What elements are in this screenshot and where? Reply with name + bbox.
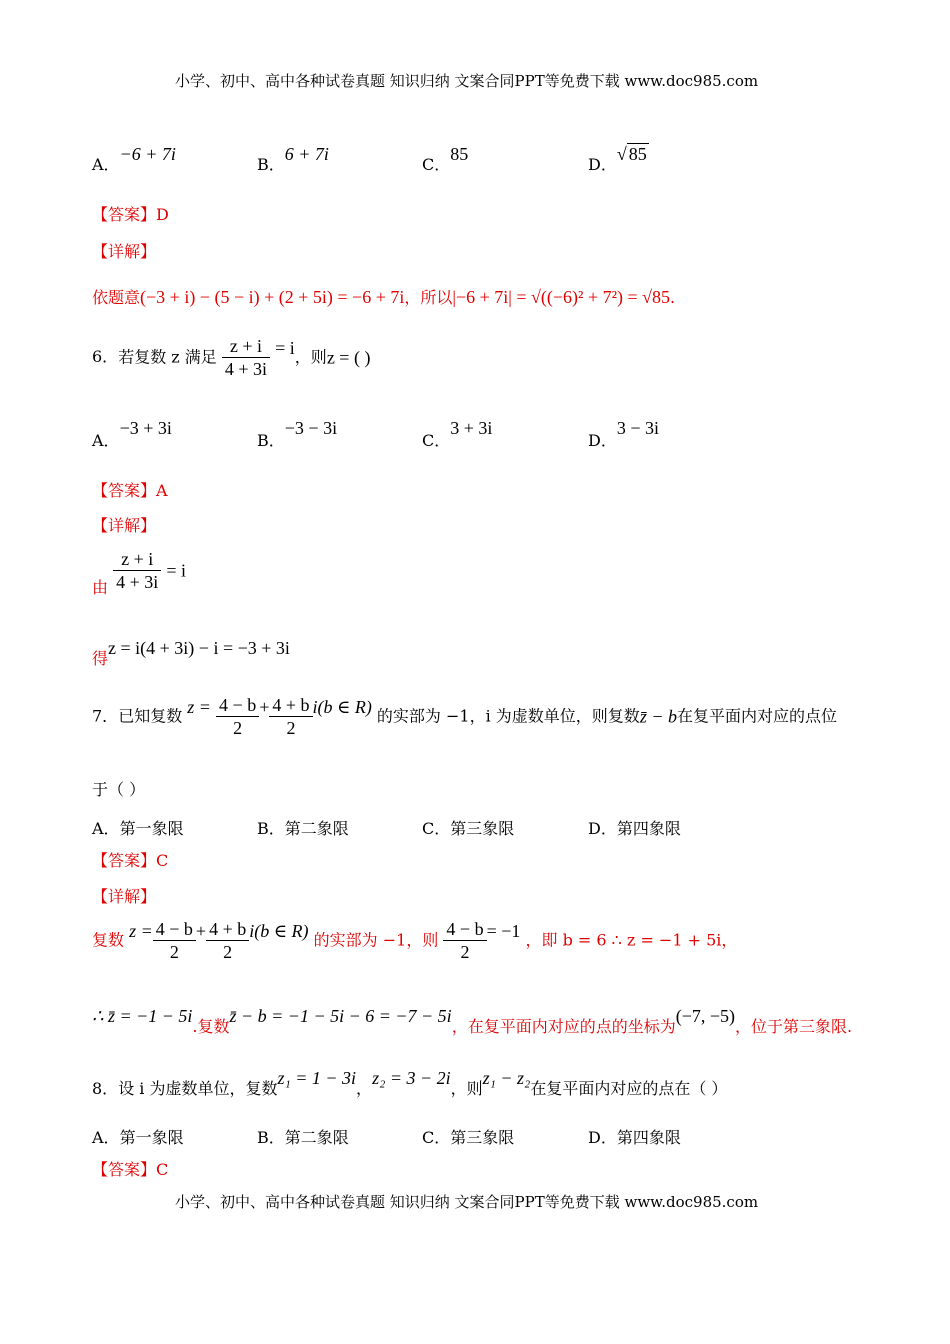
q6-answer: 【答案】A (92, 481, 168, 500)
q5-option-b: B．6 + 7i (257, 144, 329, 174)
q7-answer: 【答案】C (92, 851, 169, 870)
q6-detail-step2: 得z = i(4 + 3i) − i = −3 + 3i (92, 638, 290, 668)
q5-option-c: C．85 (422, 144, 469, 174)
q7-stem-line2: 于（ ） (92, 780, 146, 799)
q8-option-d: D．第四象限 (588, 1128, 681, 1147)
q8-option-a: A．第一象限 (92, 1128, 184, 1147)
q6-detail-tag: 【详解】 (92, 516, 157, 535)
q6-option-c: C．3 + 3i (422, 418, 493, 450)
q8-option-c: C．第三象限 (422, 1128, 515, 1147)
q7-option-c: C．第三象限 (422, 819, 515, 838)
q6-option-a: A．−3 + 3i (92, 418, 172, 450)
q5-detail-abs: |−6 + 7i| = √((−6)² + 7²) = √85 (452, 287, 671, 307)
q7-option-a: A．第一象限 (92, 819, 184, 838)
q7-detail-tag: 【详解】 (92, 887, 157, 906)
q5-option-a: A．−6 + 7i (92, 144, 176, 174)
q7-detail-line1: 复数 z = $\frac{4 - b}{2}$ + $\frac{4 + b}{2}$ i(b ∈ R) 的实部为 −1，则 $\frac{4 - b}{2}$ = −1 ，即 b = 6 ∴ z = −1 + 5i， (92, 919, 738, 962)
page-header: 小学、初中、高中各种试卷真题 知识归纳 文案合同PPT等免费下载 www.doc985.com (175, 72, 759, 90)
q6-option-b: B．−3 − 3i (257, 418, 338, 450)
q7-option-b: B．第二象限 (257, 819, 349, 838)
q6-option-d: D．3 − 3i (588, 418, 659, 450)
q6-stem: 6．若复数 z 满足 $\frac{z + i}{4 + 3i}$ = i，则z = ( ) (92, 336, 371, 379)
q7-detail-line2: ∴ z̄ = −1 − 5i.复数z̄ − b = −1 − 5i − 6 = −7 − 5i，在复平面内对应的点的坐标为(−7, −5)，位于第三象限. (92, 1006, 853, 1036)
q6-detail-step1: 由 $\frac{z + i}{4 + 3i}$ = i (92, 549, 187, 597)
q5-option-d: D．√ 85 (588, 144, 647, 174)
q5-answer: 【答案】D (92, 205, 169, 224)
q6-fraction: $\frac{z + i}{4 + 3i}$ (222, 335, 270, 380)
page-footer: 小学、初中、高中各种试卷真题 知识归纳 文案合同PPT等免费下载 www.doc985.com (175, 1193, 759, 1211)
q5-detail-expr: (−3 + i) − (5 − i) + (2 + 5i) = −6 + 7i (140, 287, 405, 307)
q8-stem: 8．设 i 为虚数单位，复数z₁ = 1 − 3i，z₂ = 3 − 2i，则z₁ − z₂在复平面内对应的点在（ ） (92, 1068, 728, 1098)
q6-detail-fraction: $\frac{z + i}{4 + 3i}$ (113, 548, 161, 593)
q7-stem: 7．已知复数 z = $\frac{4 - b}{2}$ + $\frac{4 + b}{2}$ i(b ∈ R) 的实部为 −1，i 为虚数单位，则复数z̄ − b在复平面内对应的点位 (92, 695, 837, 738)
q8-answer: 【答案】C (92, 1160, 169, 1179)
q8-option-b: B．第二象限 (257, 1128, 349, 1147)
q5-detail-line: 依题意(−3 + i) − (5 − i) + (2 + 5i) = −6 + 7i，所以|−6 + 7i| = √((−6)² + 7²) = √85. (92, 287, 676, 307)
q7-option-d: D．第四象限 (588, 819, 681, 838)
q5-detail-tag: 【详解】 (92, 242, 157, 261)
